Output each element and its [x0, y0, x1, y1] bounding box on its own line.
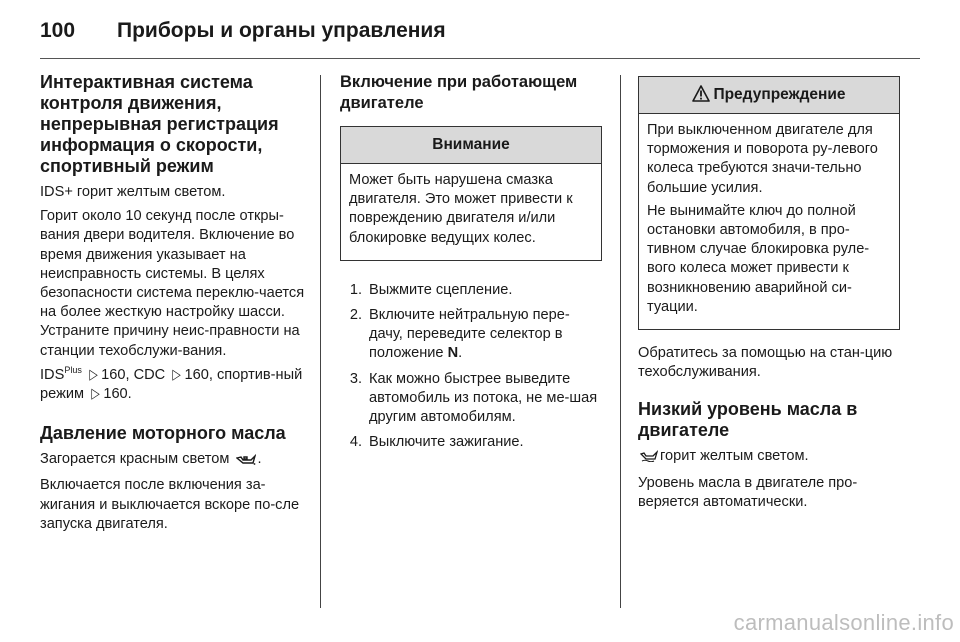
column-divider-2 [620, 75, 621, 608]
list-item: 4. Выключите зажигание. [349, 434, 524, 451]
list-item: 2. Включите нейтральную пере-дачу, переведите селектор в положение N. [349, 307, 570, 362]
ids-references [40, 366, 306, 404]
triangle-right-icon[interactable]: ▷ [91, 386, 100, 403]
page-header [40, 14, 920, 48]
ref-ids-label: IDS [40, 366, 65, 383]
ref-cdc-page[interactable]: 160, спортив-ный режим [40, 366, 303, 403]
middle-column [340, 72, 602, 458]
right-column [638, 76, 900, 517]
notice-body: Может быть нарушена смазка двигателя. Это может привести к повреждению двигателя и/или блокировке ведущих колес. [349, 172, 573, 246]
list-item: 3. Как можно быстрее выведите автомобиль из потока, не ме-шая другим автомобилям. [349, 370, 598, 426]
ref-ids-sup: Plus [64, 364, 82, 375]
notice-box [340, 126, 602, 261]
oil-level-status: горит желтым светом. [638, 447, 900, 468]
oil-pressure-description: Включается после включения за-жигания и выключается вскоре по-сле запуска двигателя. [40, 477, 300, 532]
oil-pressure-status: Загорается красным светом . [40, 450, 306, 471]
watermark: carmanualsonline.info [733, 610, 954, 635]
ref-sport-page[interactable]: 160. [103, 386, 132, 403]
triangle-right-icon[interactable]: ▷ [172, 366, 182, 383]
list-item: 1. Выжмите сцепление. [349, 281, 513, 298]
section-title-oil-level: Низкий уровень масла в двигателе [638, 399, 858, 441]
section-title-running-engine: Включение при работающем двигателе [340, 73, 578, 112]
warning-header: Предупреждение [639, 77, 899, 114]
warning-p2: Не вынимайте ключ до полной остановки автомобиля, в про-тивном случае блокировка руле-вого колеса может привести к возникновению аварийной си-туации. [647, 202, 870, 315]
ids-status-text: IDS+ горит желтым светом. [40, 184, 226, 200]
section-title-ids: Интерактивная система контроля движения, непрерывная регистрация информация о скорости, спортивный режим [40, 72, 279, 176]
ids-description: Горит около 10 секунд после откры-вания двери водителя. Включение во время движения указывает на неисправность системы. В целях безопасности система переклю-чается на более жесткую настройку шасси. Устраните причину неис-правности на станции техобслужи-вания. [40, 208, 305, 359]
oil-level-icon [640, 449, 658, 468]
header-rule [40, 58, 920, 59]
notice-header: Внимание [341, 127, 601, 164]
warning-box [638, 76, 900, 330]
steps-list [340, 281, 602, 453]
page-title: Приборы и органы управления [117, 19, 446, 42]
left-column [40, 72, 306, 539]
column-divider-1 [320, 75, 321, 608]
warning-triangle-icon [692, 80, 710, 116]
service-text: Обратитесь за помощью на стан-цию техобслуживания. [638, 345, 893, 381]
triangle-right-icon[interactable]: ▷ [89, 366, 98, 383]
ref-ids-page[interactable]: 160, CDC [101, 366, 166, 383]
oil-can-icon [236, 452, 256, 471]
page-number: 100 [40, 19, 76, 42]
oil-level-description: Уровень масла в двигателе про-веряется автоматически. [638, 474, 858, 510]
warning-p1: При выключенном двигателе для торможения и поворота ру-левого колеса требуются значи-тельно большие усилия. [647, 122, 878, 196]
section-title-oil-pressure: Давление моторного масла [40, 423, 286, 444]
